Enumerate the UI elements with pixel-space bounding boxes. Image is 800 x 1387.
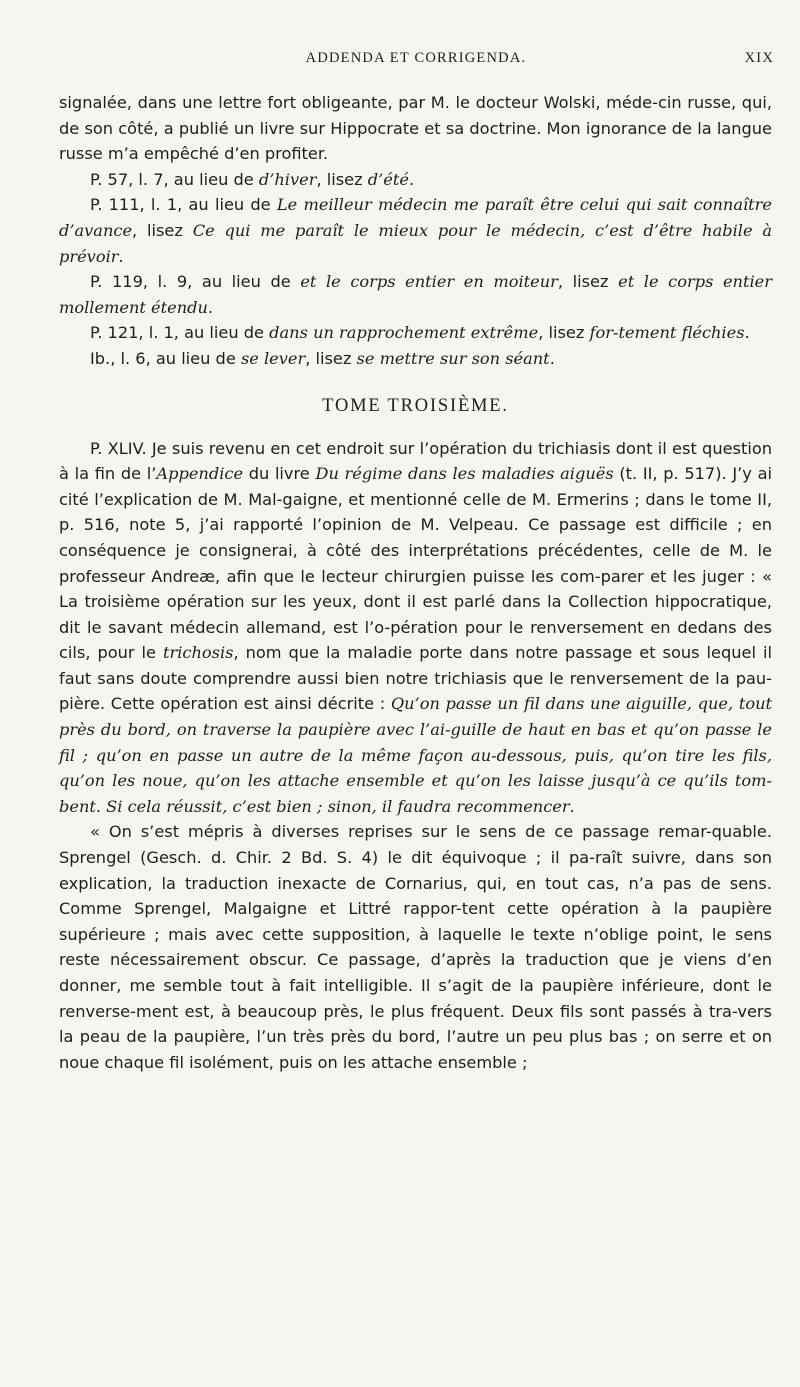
text-run: , lisez bbox=[305, 348, 357, 368]
text-run: P. 119, l. 9, au lieu de bbox=[90, 272, 301, 292]
errata-list-tome-2 bbox=[59, 90, 772, 372]
italic-text: Ce qui me paraît le mieux pour le médecin, c’est d’être habile à prévoir bbox=[59, 220, 773, 266]
page-number: XIX bbox=[744, 50, 774, 66]
paragraph bbox=[59, 346, 772, 372]
text-run: , lisez bbox=[132, 220, 193, 240]
italic-text: et le corps entier mollement étendu bbox=[59, 272, 772, 317]
text-run: P. XLIV. Je suis revenu en cet endroit sur l’opération du trichiasis dont il est question à la fin de l’ bbox=[59, 438, 772, 484]
paragraph bbox=[59, 90, 772, 167]
italic-text: dans un rapprochement extrême bbox=[269, 323, 539, 343]
text-run: , lisez bbox=[316, 169, 368, 189]
paragraph bbox=[59, 819, 772, 1075]
text-run: P. 111, l. 1, au lieu de bbox=[90, 195, 277, 215]
paragraph bbox=[59, 436, 772, 820]
text-run: . bbox=[744, 323, 750, 343]
text-run: , lisez bbox=[557, 272, 619, 292]
italic-text: trichosis bbox=[163, 643, 234, 663]
text-run: . bbox=[549, 348, 555, 368]
text-run: . bbox=[569, 796, 575, 816]
italic-text: Le meilleur médecin me paraît être celui qui sait connaître d’avance bbox=[59, 195, 772, 240]
text-run: P. 121, l. 1, au lieu de bbox=[90, 323, 270, 343]
italic-text: Appendice bbox=[156, 464, 244, 484]
text-run: du livre bbox=[243, 464, 316, 484]
header-title: ADDENDA ET CORRIGENDA. bbox=[305, 50, 527, 66]
paragraph bbox=[59, 192, 772, 269]
italic-text: Qu’on passe un fil dans une aiguille, que, tout près du bord, on traverse la paupière avec l’ai-guille de haut en bas et qu’on passe le fil ; qu’on en passe un autre de la même façon au-dessous, puis, qu’on tire les fils, qu’on les noue, qu’on les attache ensemble et qu’on les laisse jusqu’à ce qu’ils tom-bent. Si cela réussit, c’est bien ; sinon, il faudra recommencer bbox=[59, 694, 773, 816]
italic-text: se lever bbox=[240, 348, 306, 368]
text-run: . bbox=[118, 246, 124, 266]
italic-text: d’hiver bbox=[258, 169, 317, 189]
text-run: , lisez bbox=[538, 323, 590, 343]
italic-text: se mettre sur son séant bbox=[356, 348, 550, 368]
text-run: , nom que la maladie porte dans notre passage et sous lequel il faut sans doute comprendre aussi bien notre trichiasis que le renversement de la pau-pière. Cette opération est ainsi décrite : bbox=[59, 643, 772, 714]
text-run: . bbox=[408, 169, 415, 189]
paragraph bbox=[59, 269, 772, 320]
text-run: (t. II, p. 517). J’y ai cité l’explication de M. Mal-gaigne, et mentionné celle de M. Ermerins ; dans le tome II, p. 516, note 5, j’ai rapporté l’opinion de M. Velpeau. Ce passage est difficile ; en conséquence je consignerai, à côté des interprétations précédentes, celle de M. le professeur Andreæ, afin que le lecteur chirurgien puisse les com-parer et les juger : « La troisième opération sur les yeux, dont il est parlé dans la Collection hippocratique, dit le savant médecin allemand, est l’o-pération pour le renversement en dedans des cils, pour le bbox=[59, 464, 772, 663]
page-body bbox=[59, 90, 772, 1075]
italic-text: et le corps entier en moiteur bbox=[300, 272, 558, 292]
italic-text: for-tement fléchies bbox=[589, 323, 745, 343]
running-header bbox=[58, 50, 774, 72]
errata-list-tome-3 bbox=[59, 436, 772, 1076]
italic-text: d’été bbox=[367, 169, 409, 189]
text-run: « On s’est mépris à diverses reprises sur le sens de ce passage remar-quable. Sprengel (Gesch. d. Chir. 2 Bd. S. 4) le dit équivoque ; il pa-raît suivre, dans son explication, la traduction inexacte de Cornarius, qui, en tout cas, n’a pas de sens. Comme Sprengel, Malgaigne et Littré rappor-tent cette opération à la paupière supérieure ; mais avec cette supposition, à laquelle le texte n’oblige point, le sens reste nécessairement obscur. Ce passage, d’après la traduction que je viens d’en donner, me semble tout à fait intelligible. Il s’agit de la paupière inférieure, dont le renverse-ment est, à beaucoup près, le plus fréquent. Deux fils sont passés à tra-vers la peau de la paupière, l’un très près du bord, l’autre un peu plus bas ; on serre et on noue chaque fil isolément, puis on les attache ensemble ; bbox=[59, 822, 772, 1072]
paragraph bbox=[59, 167, 772, 193]
italic-text: Du régime dans les maladies aiguës bbox=[315, 464, 614, 484]
text-run: signalée, dans une lettre fort obligeante, par M. le docteur Wolski, méde-cin russe, qui, de son côté, a publié un livre sur Hippocrate et sa doctrine. Mon ignorance de la langue russe m’a empêché d’en profiter. bbox=[59, 93, 772, 164]
section-title: TOME TROISIÈME. bbox=[322, 395, 509, 416]
paragraph bbox=[59, 320, 772, 346]
text-run: P. 57, l. 7, au lieu de bbox=[90, 169, 259, 189]
text-run: Ib., l. 6, au lieu de bbox=[90, 348, 241, 368]
text-run: . bbox=[207, 297, 214, 317]
